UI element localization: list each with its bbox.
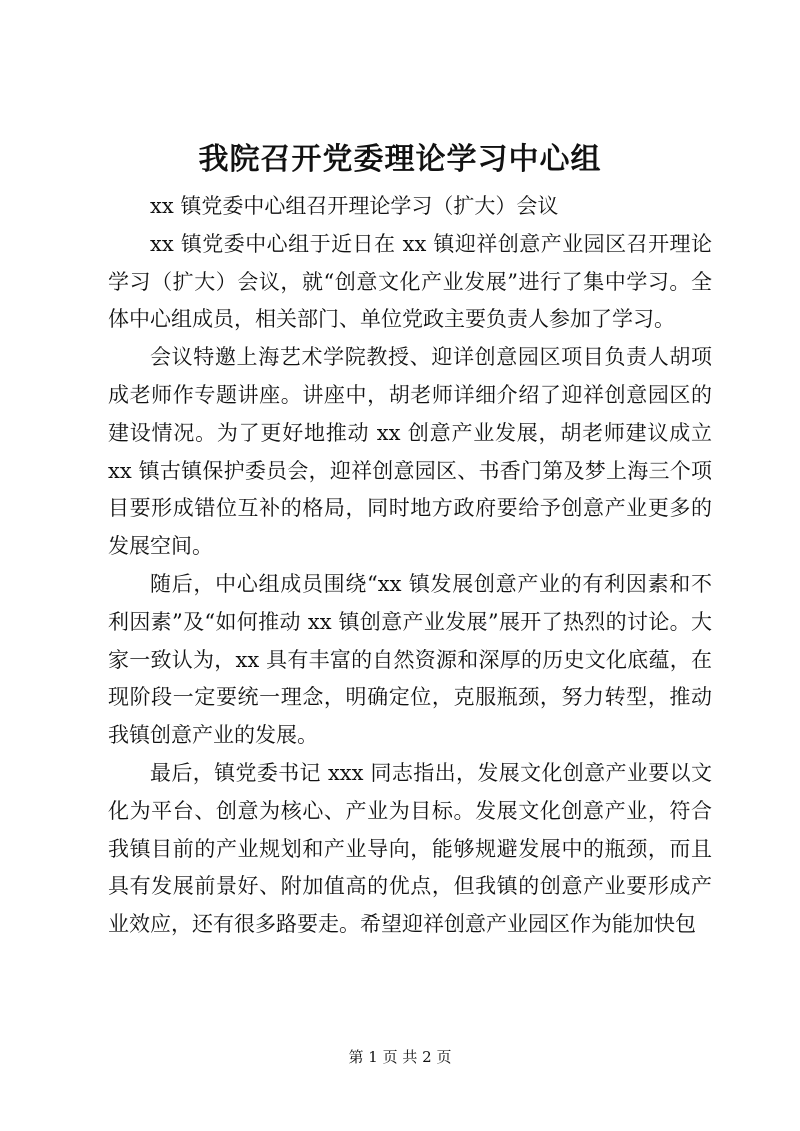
document-title: 我院召开党委理论学习中心组 [198,142,602,177]
document-subtitle: xx 镇党委中心组召开理论学习（扩大）会议 [150,194,559,218]
paragraph-1: xx 镇党委中心组于近日在 xx 镇迎祥创意产业园区召开理论学习（扩大）会议，就“创意文化产业发展”进行了集中学习。全体中心组成员，相关部门、单位党政主要负责人参加了学习。 [108,231,712,332]
paragraph-2: 会议特邀上海艺术学院教授、迎详创意园区项目负责人胡项成老师作专题讲座。讲座中，胡老师详细介绍了迎祥创意园区的建设情况。为了更好地推动 xx 创意产业发展，胡老师建议成立 xx 镇古镇保护委员会，迎祥创意园区、书香门第及梦上海三个项目要形成错位互补的格局，同时地方政府要给予创意产业更多的发展空间。 [108,345,712,559]
page-number-footer: 第 1 页 共 2 页 [348,1048,452,1066]
paragraph-3: 随后，中心组成员围绕“xx 镇发展创意产业的有利因素和不利因素”及“如何推动 xx 镇创意产业发展”展开了热烈的讨论。大家一致认为，xx 具有丰富的自然资源和深厚的历史文化底蕴，在现阶段一定要统一理念，明确定位，克服瓶颈，努力转型，推动我镇创意产业的发展。 [108,571,712,748]
document-body [108,188,712,944]
paragraph-4: 最后，镇党委书记 xxx 同志指出，发展文化创意产业要以文化为平台、创意为核心、产业为目标。发展文化创意产业，符合我镇目前的产业规划和产业导向，能够规避发展中的瓶颈，而且具有发展前景好、附加值高的优点，但我镇的创意产业要形成产业效应，还有很多路要走。希望迎祥创意产业园区作为能加快包 [108,760,712,937]
